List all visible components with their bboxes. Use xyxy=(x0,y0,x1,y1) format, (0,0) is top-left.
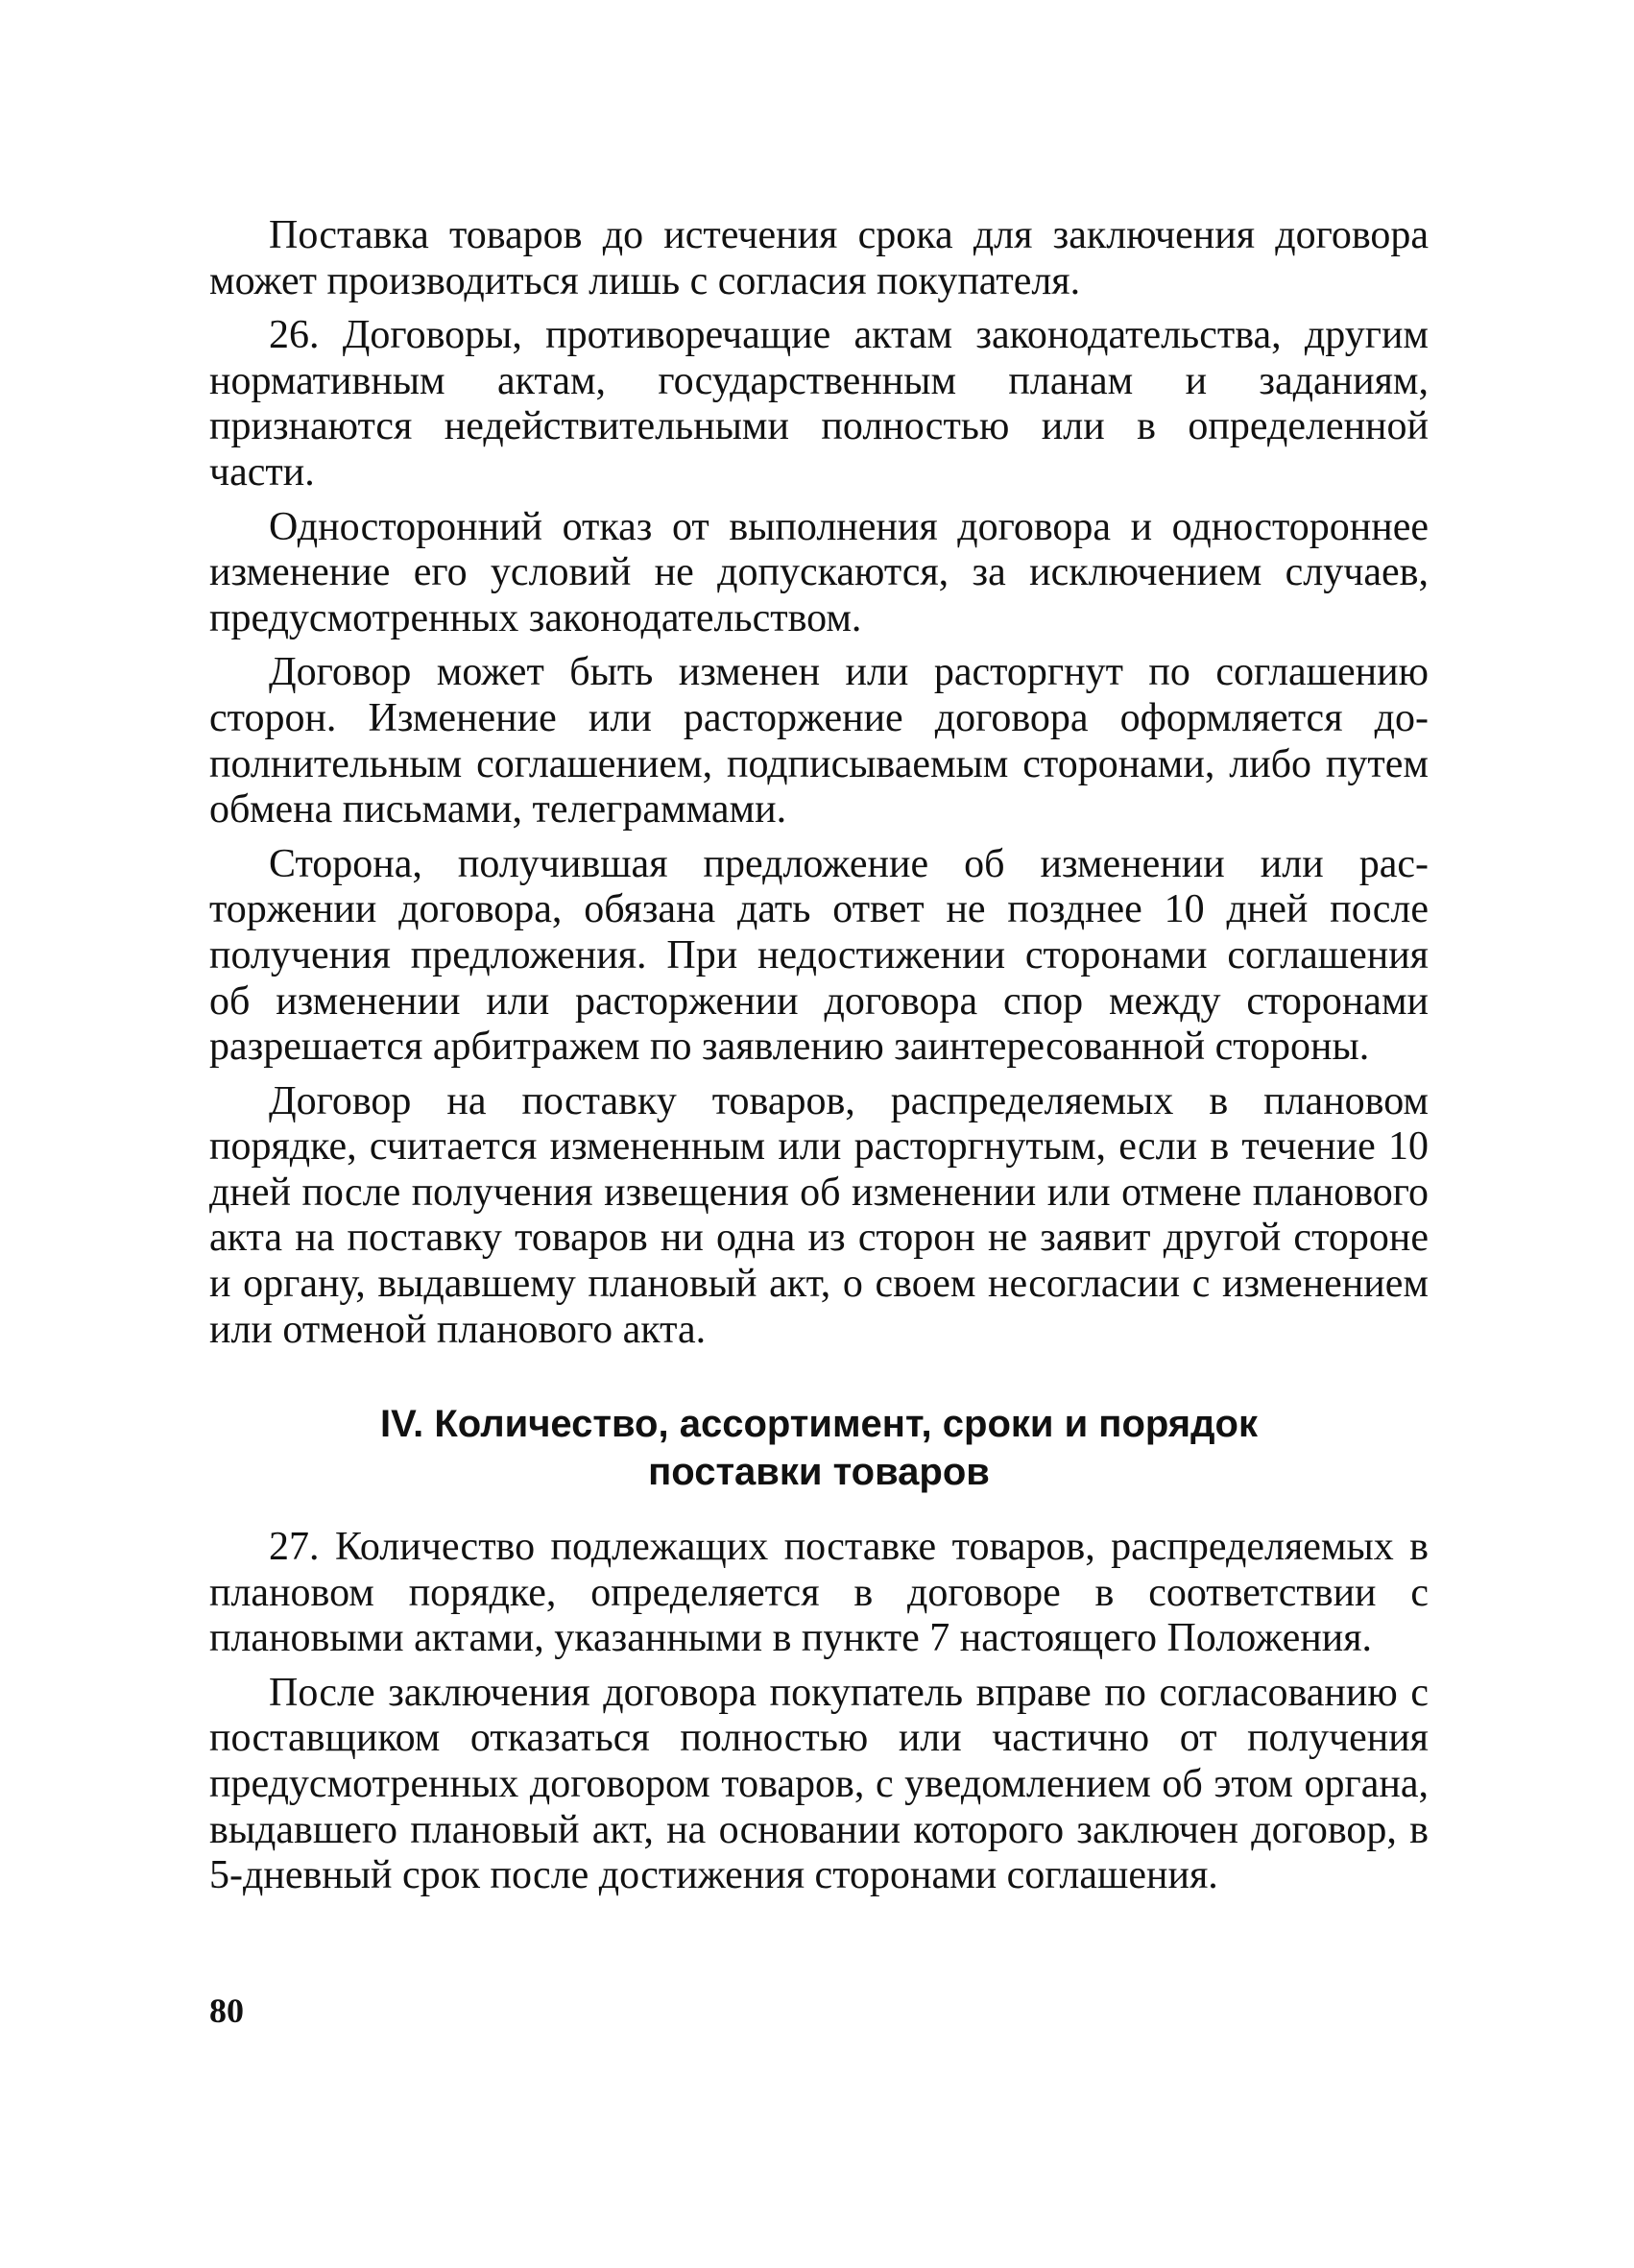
page-number: 80 xyxy=(209,1991,244,2030)
paragraph: Поставка товаров до истечения срока для заключения договора может производиться лишь с согласия покупателя. xyxy=(209,213,1429,303)
paragraph: Односторонний отказ от выполнения договора и одностороннее изменение его условий не допускаются, за исключением случаев, предусмотренных законодательством. xyxy=(209,504,1429,640)
paragraph: 27. Количество подлежащих поставке товаров, распределяемых в плановом порядке, определяется в договоре в соответствии с плановыми актами, указанными в пункте 7 настоящего Положения. xyxy=(209,1525,1429,1661)
section-4-heading xyxy=(209,1400,1429,1496)
paragraph: Договор на поставку товаров, распределяемых в плановом порядке, считается измененным или расторгнутым, если в течение 10 дней после получения извещения об изменении или отмене планового акта на поставку товаров ни одна из сторон не заявит другой стороне и органу, выдавшему плановый акт, о своем несогласии с изменением или отменой планового акта. xyxy=(209,1078,1429,1352)
section-4-body xyxy=(209,1525,1429,1908)
section-heading-line-1: IV. Количество, ассортимент, сроки и порядок xyxy=(380,1403,1258,1445)
paragraph: Договор может быть изменен или расторгнут по соглашению сторон. Изменение или расторжение договора оформляется дополнительным соглашением, подписываемым сторонами, либо путем обмена письмами, телеграммами. xyxy=(209,650,1429,832)
paragraph: Сторона, получившая предложение об изменении или расторжении договора, обязана дать ответ не позднее 10 дней после получения предложения. При недостижении сторонами соглашения об изменении или расторжении договора спор между сторонами разрешается арбитражем по заявлению заинтересованной стороны. xyxy=(209,841,1429,1070)
section-heading-line-2: поставки товаров xyxy=(648,1451,990,1493)
section-3-body xyxy=(209,213,1429,1362)
paragraph: После заключения договора покупатель вправе по согласованию с поставщиком отказаться полностью или частично от получения предусмотренных договором товаров, с уведомлением об этом органа, выдавшего плановый акт, на основании которого заключен договор, в 5-дневный срок после достижения сторонами соглашения. xyxy=(209,1670,1429,1898)
paragraph: 26. Договоры, противоречащие актам законодательства, другим нормативным актам, государственным планам и заданиям, признаются недействительными полностью или в определенной части. xyxy=(209,313,1429,495)
